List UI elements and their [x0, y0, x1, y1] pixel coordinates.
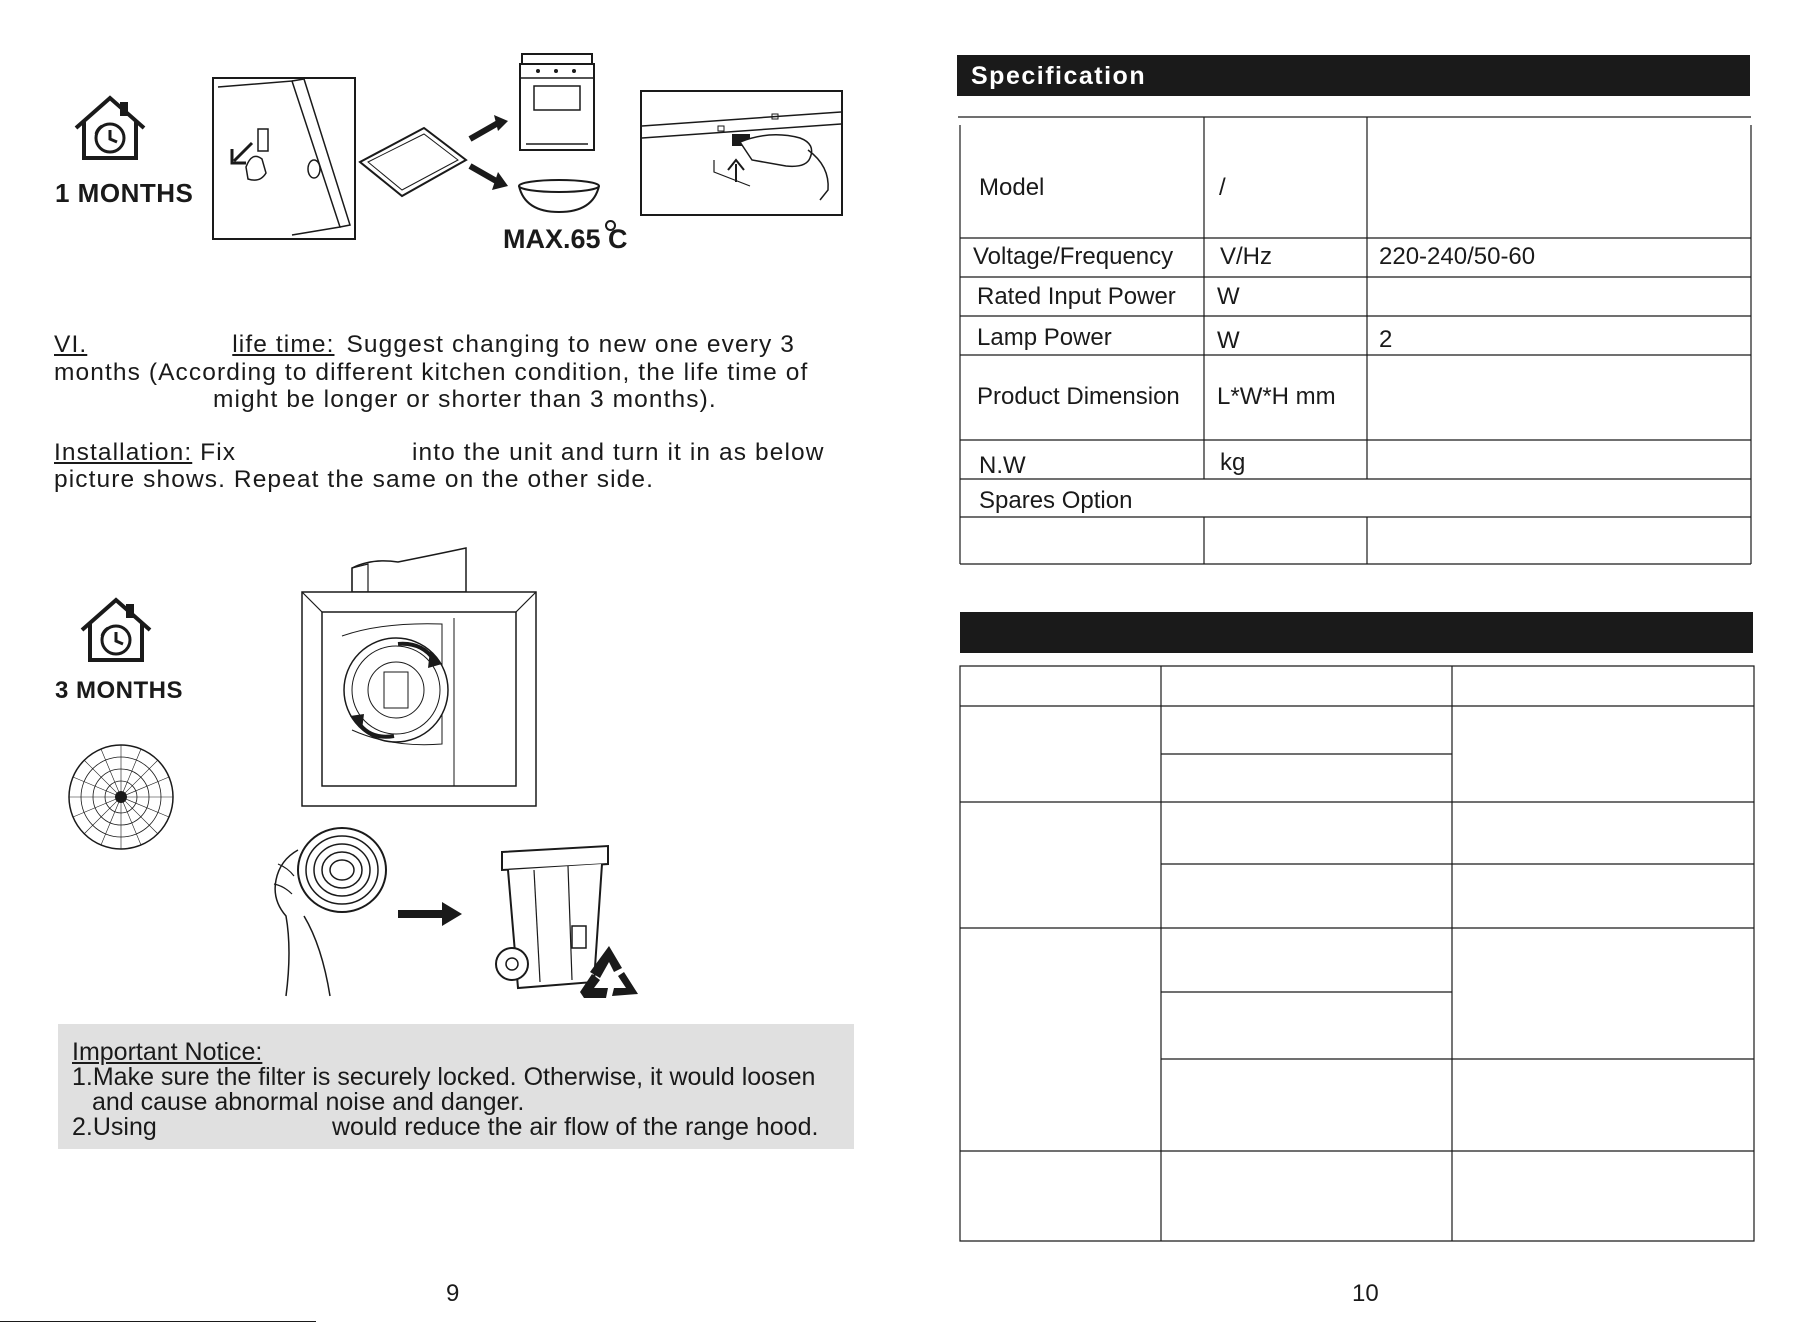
- arrow-to-bin-icon: [398, 902, 462, 926]
- installation-line1-end: into the unit and turn it in as below: [412, 439, 825, 466]
- spec-unit-lamp-power: W: [1217, 327, 1240, 354]
- section-vi-numeral: VI.: [54, 331, 88, 358]
- spec-unit-model: /: [1219, 174, 1226, 201]
- spec-unit-dimension: L*W*H mm: [1217, 383, 1336, 410]
- page-number-left: 9: [446, 1280, 460, 1307]
- hood-carbon-filter-illustration: [298, 546, 538, 812]
- installation-line1: [54, 439, 236, 467]
- arrow-to-basin-icon: [468, 162, 508, 192]
- notice-heading: Important Notice:: [72, 1038, 263, 1066]
- step-period-3-months: 3 MONTHS: [55, 677, 184, 704]
- section-vi-line2: months (According to different kitchen condition, the life time of: [54, 359, 809, 386]
- wash-basin-icon: [516, 178, 602, 214]
- notice-line3-start: 2.Using: [72, 1113, 157, 1141]
- house-clock-icon: [76, 596, 156, 666]
- section-vi-text-1: Suggest changing to new one every 3: [346, 331, 795, 358]
- recycle-icon: [578, 944, 640, 1000]
- arrow-to-dishwasher-icon: [468, 115, 508, 145]
- fan-grille-icon: [66, 742, 176, 852]
- section-vi-heading: life time:: [232, 331, 335, 358]
- degree-symbol: [605, 220, 616, 231]
- bottom-rule: [0, 1321, 316, 1322]
- spec-label-model: Model: [979, 174, 1045, 201]
- hand-holding-filter-illustration: [264, 820, 388, 1000]
- specification-header: [957, 55, 1750, 96]
- hood-filter-removal-illustration: [212, 77, 357, 241]
- spec-value-lamp-power: 2: [1379, 326, 1393, 353]
- spec-value-voltage: 220-240/50-60: [1379, 243, 1536, 270]
- spec-label-rated-power: Rated Input Power: [977, 283, 1176, 310]
- spec-label-net-weight: N.W: [979, 452, 1026, 479]
- section-vi-line3: might be longer or shorter than 3 months).: [213, 386, 717, 413]
- spec-unit-voltage: V/Hz: [1220, 243, 1273, 270]
- spec-label-lamp-power: Lamp Power: [977, 324, 1112, 351]
- step-period-1-month: 1 MONTHS: [55, 178, 194, 208]
- troubleshooting-table: [958, 664, 1758, 1244]
- spec-unit-net-weight: kg: [1220, 449, 1246, 476]
- important-notice-box: [58, 1024, 854, 1149]
- dishwasher-icon: [518, 52, 596, 152]
- installation-text-start: Fix: [200, 439, 237, 466]
- specification-title: Specification: [971, 62, 1147, 90]
- spec-label-spares-option: Spares Option: [979, 487, 1133, 514]
- page-number-right: 10: [1352, 1280, 1379, 1307]
- installation-line2: picture shows. Repeat the same on the other side.: [54, 466, 655, 493]
- troubleshooting-header: [960, 612, 1753, 653]
- section-vi-line1: [54, 331, 795, 359]
- house-clock-icon: [70, 94, 150, 164]
- notice-line2: and cause abnormal noise and danger.: [92, 1088, 525, 1116]
- spec-unit-rated-power: W: [1217, 283, 1240, 310]
- filter-panel-illustration: [358, 126, 468, 198]
- spec-label-dimension: Product Dimension: [977, 383, 1180, 410]
- filter-reinstall-illustration: [640, 90, 843, 216]
- notice-line3-end: would reduce the air flow of the range hood.: [332, 1113, 819, 1141]
- max-temperature-label: MAX.65 C: [503, 224, 628, 254]
- spec-label-voltage: Voltage/Frequency: [973, 243, 1174, 270]
- notice-line1: 1.Make sure the filter is securely locked. Otherwise, it would loosen: [72, 1063, 816, 1091]
- installation-heading: Installation:: [54, 439, 193, 466]
